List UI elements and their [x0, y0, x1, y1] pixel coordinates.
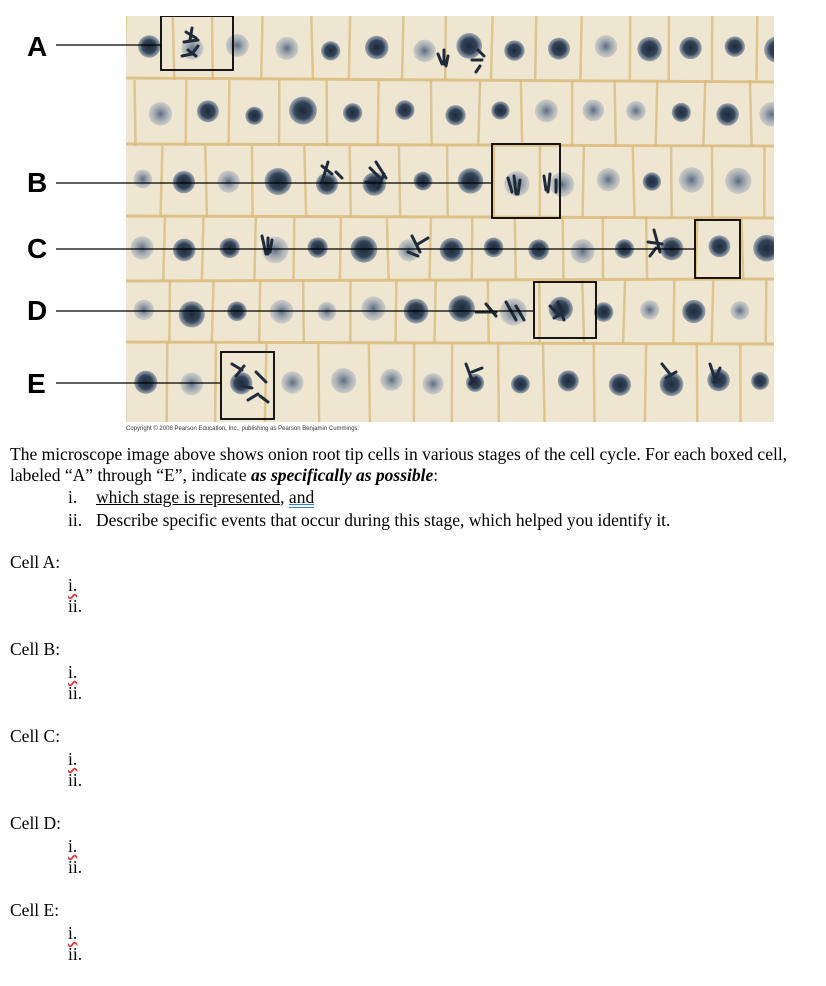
- cell-a-answer-i[interactable]: [68, 575, 77, 596]
- answer-i-label: i.: [68, 662, 78, 682]
- label-e: E: [27, 368, 46, 399]
- instructions-paragraph: [10, 444, 810, 486]
- label-a: A: [27, 31, 48, 62]
- copyright-notice: Copyright © 2008 Pearson Education, Inc., publishing as Pearson Benjamin Cummings.: [126, 426, 360, 432]
- question-item-i: [68, 487, 314, 508]
- instructions-emphasis: as specifically as possible: [251, 465, 434, 485]
- item-text: which stage is represented: [96, 487, 281, 507]
- cell-d-answer-i[interactable]: [68, 836, 77, 857]
- cell-d-answer-ii[interactable]: ii.: [68, 857, 83, 877]
- question-item-ii: [68, 510, 670, 531]
- item-tail: ,: [280, 487, 289, 507]
- answer-i-label: i.: [68, 836, 78, 856]
- label-d: D: [27, 295, 48, 326]
- cell-c-answer-ii[interactable]: ii.: [68, 770, 83, 790]
- instructions-text-start: The microscope image above shows onion root tip cells in various stages of the cell cycle. For each boxed cell, labeled “A” through “E”, indicate: [10, 444, 788, 485]
- cell-a-answer-ii[interactable]: ii.: [68, 596, 83, 616]
- micrograph-figure: [0, 0, 826, 440]
- label-leader-lines: [0, 0, 826, 440]
- cell-e-answer-i[interactable]: [68, 923, 77, 944]
- instructions-text-end: :: [433, 465, 439, 485]
- cell-a-title: Cell A:: [10, 552, 61, 572]
- item-text: Describe specific events that occur during this stage, which helped you identify it.: [96, 510, 671, 530]
- cell-c-answer-i[interactable]: [68, 749, 77, 770]
- item-tail-and: and: [288, 487, 315, 507]
- cell-e-title: Cell E:: [10, 900, 60, 920]
- item-number: i.: [68, 487, 78, 507]
- instructions: [10, 444, 810, 486]
- label-b: B: [27, 167, 48, 198]
- answer-i-label: i.: [68, 923, 78, 943]
- cell-e-answer-ii[interactable]: ii.: [68, 944, 83, 964]
- item-number: ii.: [68, 510, 83, 530]
- answer-i-label: i.: [68, 749, 78, 769]
- cell-c-title: Cell C:: [10, 726, 61, 746]
- cell-d-title: Cell D:: [10, 813, 62, 833]
- label-c: C: [27, 233, 48, 264]
- cell-b-answer-i[interactable]: [68, 662, 77, 683]
- cell-b-title: Cell B:: [10, 639, 61, 659]
- answer-i-label: i.: [68, 575, 78, 595]
- cell-b-answer-ii[interactable]: ii.: [68, 683, 83, 703]
